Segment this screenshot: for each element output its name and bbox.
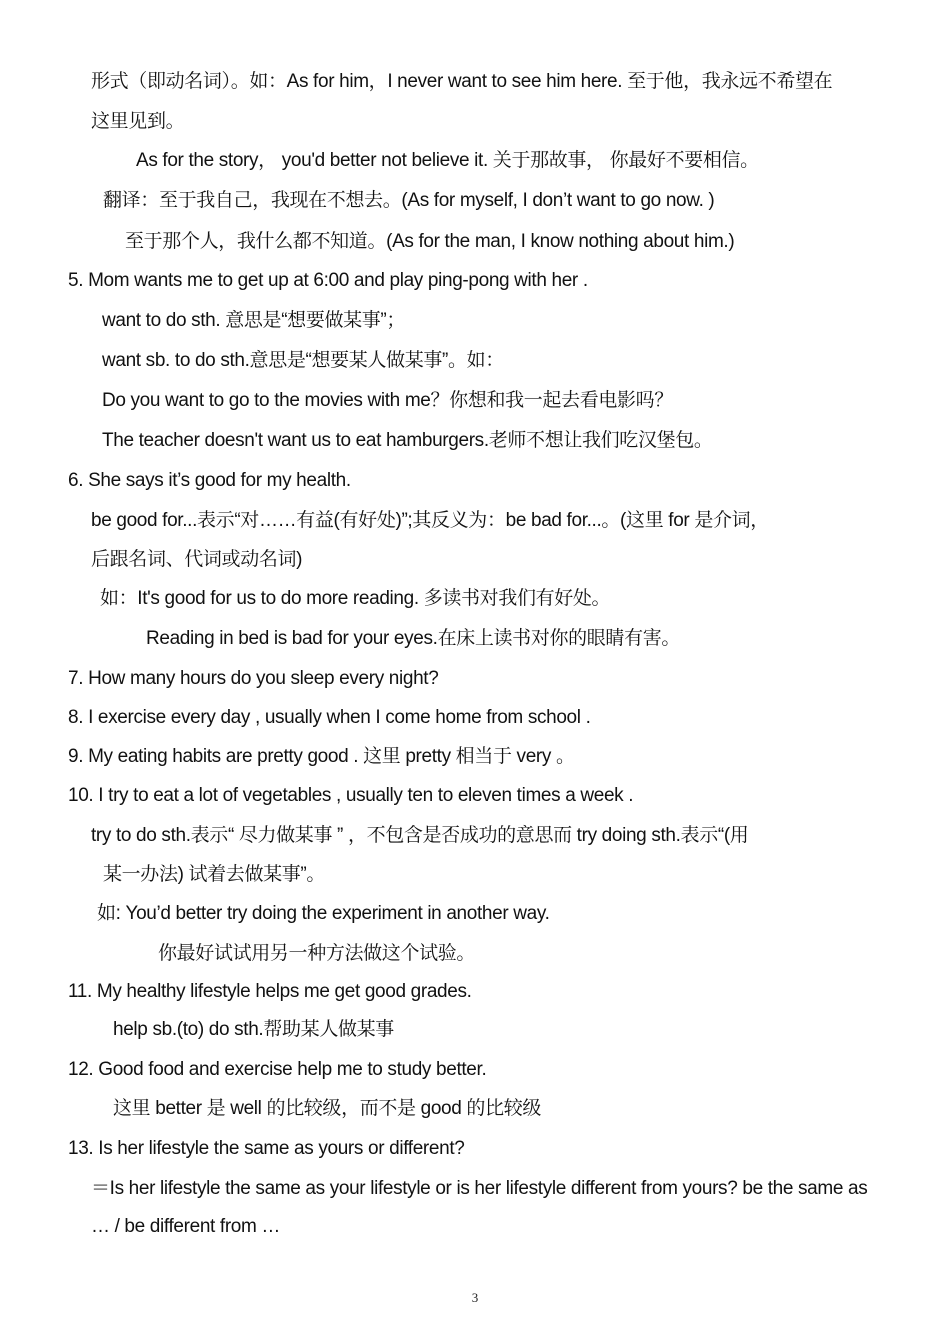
text-line: ＝Is her lifestyle the same as your lifestyle or is her lifestyle different from yours? be the same as — [91, 1178, 868, 1199]
page-number: 3 — [471, 1290, 479, 1305]
text-line: … / be different from … — [91, 1216, 281, 1237]
text-line: 13. Is her lifestyle the same as yours or different? — [68, 1138, 465, 1159]
text-line: 翻译：至于我自己，我现在不想去。(As for myself, I don’t want to go now. ) — [103, 190, 715, 211]
text-line: 6. She says it’s good for my health. — [68, 470, 351, 491]
text-line: be good for...表示“对……有益(有好处)”;其反义为：be bad for...。(这里 for 是介词， — [91, 510, 769, 531]
text-line: 5. Mom wants me to get up at 6:00 and play ping-pong with her . — [68, 270, 588, 291]
text-line: want sb. to do sth.意思是“想要某人做某事”。如： — [102, 350, 504, 371]
text-line: 这里见到。 — [91, 111, 185, 132]
text-line: try to do sth.表示“ 尽力做某事 ” ，不包含是否成功的意思而 try doing sth.表示“(用 — [91, 825, 749, 846]
text-line: Do you want to go to the movies with me？你想和我一起去看电影吗？ — [102, 390, 673, 411]
text-line: want to do sth. 意思是“想要做某事”； — [102, 310, 406, 331]
text-line: 8. I exercise every day , usually when I come home from school . — [68, 707, 591, 728]
text-line: 如: You’d better try doing the experiment in another way. — [97, 903, 550, 924]
text-line: 至于那个人，我什么都不知道。(As for the man, I know nothing about him.) — [125, 231, 735, 252]
text-line: 某一办法) 试着去做某事”。 — [103, 864, 326, 885]
text-line: 你最好试试用另一种方法做这个试验。 — [158, 943, 476, 964]
text-line: Reading in bed is bad for your eyes.在床上读书对你的眼睛有害。 — [146, 628, 681, 649]
text-line: 10. I try to eat a lot of vegetables , usually ten to eleven times a week . — [68, 785, 634, 806]
text-line: The teacher doesn't want us to eat hamburgers.老师不想让我们吃汉堡包。 — [102, 430, 713, 451]
text-line: 后跟名词、代词或动名词) — [91, 549, 303, 570]
text-line: help sb.(to) do sth.帮助某人做某事 — [113, 1019, 394, 1040]
text-line: 7. How many hours do you sleep every night? — [68, 668, 439, 689]
text-line: As for the story， you'd better not believe it. 关于那故事， 你最好不要相信。 — [136, 150, 759, 171]
text-line: 12. Good food and exercise help me to study better. — [68, 1059, 487, 1080]
text-line: 形式（即动名词）。如：As for him，I never want to see him here. 至于他，我永远不希望在 — [91, 71, 833, 92]
text-line: 11. My healthy lifestyle helps me get good grades. — [68, 981, 472, 1002]
text-line: 这里 better 是 well 的比较级，而不是 good 的比较级 — [113, 1098, 542, 1119]
text-line: 9. My eating habits are pretty good . 这里 pretty 相当于 very 。 — [68, 746, 575, 767]
text-line: 如：It's good for us to do more reading. 多读书对我们有好处。 — [100, 588, 611, 609]
